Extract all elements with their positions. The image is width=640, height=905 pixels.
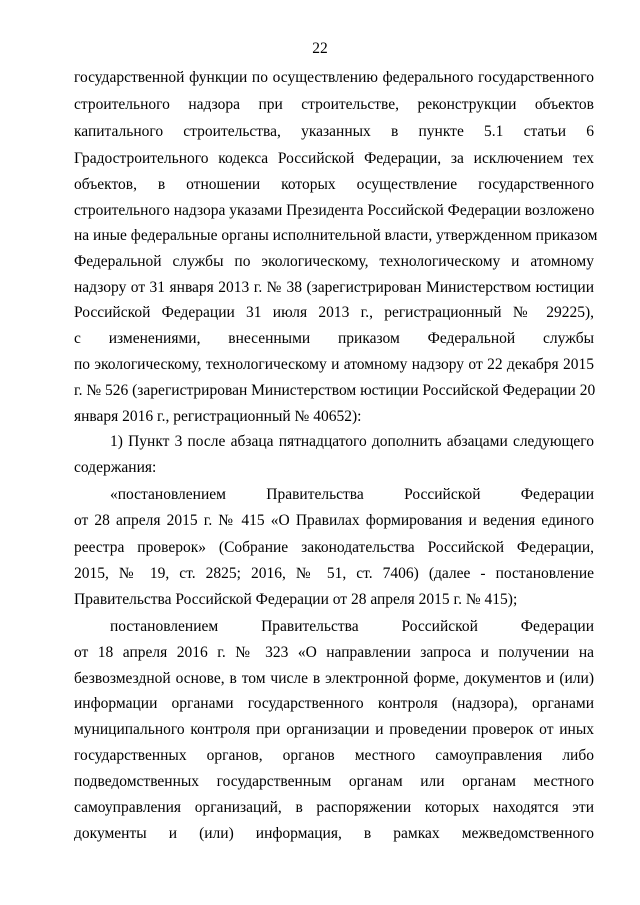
- text-line: документы и (или) информация, в рамках межведомственного: [74, 825, 594, 842]
- text-line: самоуправления организаций, в распоряжении которых находятся эти: [74, 799, 594, 816]
- text-line: «постановлением Правительства Российской Федерации: [110, 486, 594, 503]
- text-line: г. № 526 (зарегистрирован Министерством юстиции Российской Федерации 20: [74, 382, 596, 399]
- text-line: подведомственных государственным органам или органам местного: [74, 773, 594, 790]
- text-line: государственных органов, органов местного самоуправления либо: [74, 747, 594, 764]
- text-line: информации органами государственного контроля (надзора), органами: [74, 695, 594, 712]
- text-line: реестра проверок» (Собрание законодательства Российской Федерации,: [74, 539, 594, 556]
- text-line: содержания:: [74, 459, 157, 476]
- text-line: Правительства Российской Федерации от 28 апреля 2015 г. № 415);: [74, 591, 518, 608]
- text-line: 2015, № 19, ст. 2825; 2016, № 51, ст. 7406) (далее - постановление: [74, 565, 594, 582]
- text-line: муниципального контроля при организации и проведении проверок от иных: [74, 721, 594, 738]
- text-line: от 28 апреля 2015 г. № 415 «О Правилах формирования и ведения единого: [74, 512, 594, 529]
- text-line: строительного надзора указами Президента Российской Федерации возложено: [74, 202, 595, 219]
- text-line: Федеральной службы по экологическому, технологическому и атомному: [74, 253, 594, 270]
- text-line: строительного надзора при строительстве, реконструкции объектов: [74, 96, 594, 113]
- text-line: на иные федеральные органы исполнительной власти, утвержденном приказом: [74, 227, 598, 244]
- page-number: 22: [312, 40, 328, 57]
- text-line: 1) Пункт 3 после абзаца пятнадцатого дополнить абзацами следующего: [110, 433, 594, 450]
- text-line: постановлением Правительства Российской Федерации: [110, 618, 594, 635]
- text-line: Градостроительного кодекса Российской Федерации, за исключением тех: [74, 150, 594, 167]
- text-line: января 2016 г., регистрационный № 40652):: [74, 408, 362, 425]
- text-line: безвозмездной основе, в том числе в электронной форме, документов и (или): [74, 670, 594, 687]
- text-line: Российской Федерации 31 июля 2013 г., регистрационный № 29225),: [74, 304, 594, 321]
- text-line: государственной функции по осуществлению федерального государственного: [74, 69, 594, 86]
- text-line: объектов, в отношении которых осуществление государственного: [74, 176, 594, 193]
- text-line: от 18 апреля 2016 г. № 323 «О направлении запроса и получении на: [74, 644, 594, 661]
- text-line: с изменениями, внесенными приказом Федеральной службы: [74, 330, 594, 347]
- text-line: по экологическому, технологическому и атомному надзору от 22 декабря 2015: [74, 356, 594, 373]
- text-line: надзору от 31 января 2013 г. № 38 (зарегистрирован Министерством юстиции: [74, 279, 594, 296]
- text-line: капитального строительства, указанных в пункте 5.1 статьи 6: [74, 123, 594, 140]
